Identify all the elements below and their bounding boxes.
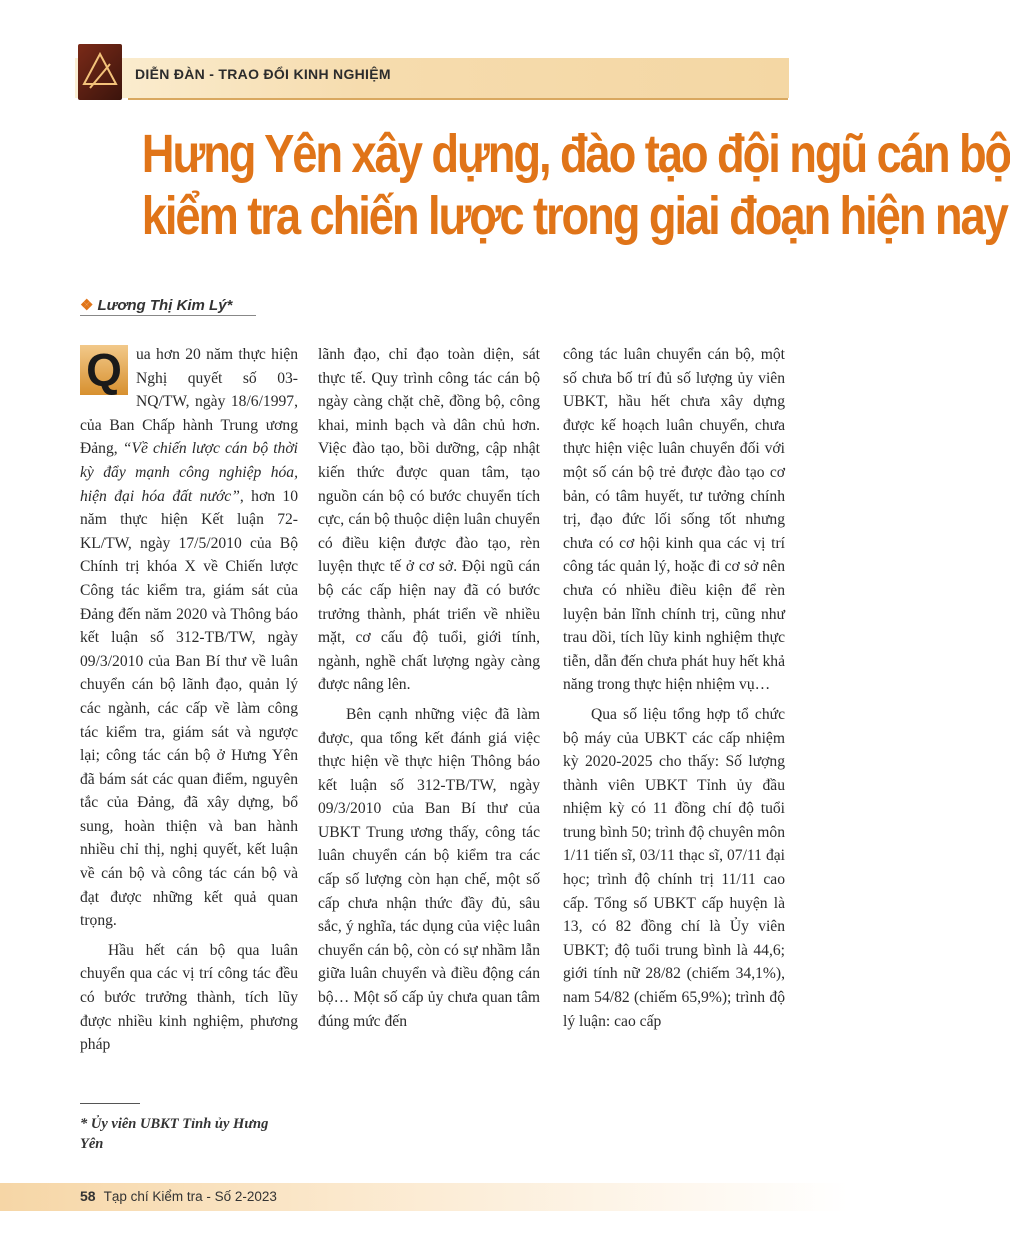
quoted-title: “Về chiến lược cán bộ thời kỳ đẩy mạnh công nghiệp hóa, hiện đại hóa đất nước”: [80, 440, 299, 505]
paragraph-text: ua hơn 20 năm thực hiện Nghị quyết số 03-NQ/TW, ngày 18/6/1997, của Ban Chấp hành Trung ương Đảng,: [80, 346, 298, 458]
article-column-3: [563, 343, 785, 1039]
magazine-logo-icon: [78, 44, 122, 100]
paragraph: công tác luân chuyển cán bộ, một số chưa bố trí đủ số lượng ủy viên UBKT, hầu hết chưa xây dựng được kế hoạch luân chuyển, chưa thực hiện việc luân chuyển đối với một số cán bộ trẻ được đào tạo cơ bản, có tâm huyết, tư tưởng chính trị, đạo đức lối sống tốt nhưng chưa có cơ hội kinh qua các vị trí công tác quản lý, hoặc đi cơ sở nên chưa có nhiều điều kiện để rèn luyện bản lĩnh chính trị, cũng như trau dồi, tích lũy kinh nghiệm thực tiễn, dẫn đến chưa phát huy hết khả năng trong thực hiện nhiệm vụ…: [563, 346, 785, 694]
section-label: DIỄN ĐÀN - TRAO ĐỔI KINH NGHIỆM: [135, 66, 391, 82]
author-footnote: * Ủy viên UBKT Tỉnh ủy Hưng Yên: [80, 1116, 269, 1152]
paragraph-text: , hơn 10 năm thực hiện Kết luận 72-KL/TW, ngày 17/5/2010 của Bộ Chính trị khóa X về Chiến lược Công tác kiểm tra, giám sát của Đảng đến năm 2020 và Thông báo kết luận số 312-TB/TW, ngày 09/3/2010 của Ban Bí thư về luân chuyển cán bộ lãnh đạo, quản lý các ngành, các cấp về làm công tác kiểm tra, giám sát và ngược lại; công tác cán bộ ở Hưng Yên đã bám sát các quan điểm, nguyên tắc của Đảng, đã xây dựng, bổ sung, hoàn thiện và ban hành nhiều chỉ thị, nghị quyết, kết luận về cán bộ và công tác cán bộ và đạt được những kết quả quan trọng.: [80, 487, 298, 930]
article-column-1: [80, 343, 298, 1063]
page-footer: [80, 1188, 277, 1204]
paragraph: Bên cạnh những việc đã làm được, qua tổng kết đánh giá việc thực hiện về thực hiện Thông báo kết luận số 312-TB/TW, ngày 09/3/2010 của Ban Bí thư của UBKT Trung ương thấy, công tác luân chuyển cán bộ kiểm tra các cấp số lượng còn hạn chế, một số cấp chưa nhận thức đầy đủ, sâu sắc, ý nghĩa, tác dụng của việc luân chuyển cán bộ, còn có sự nhầm lẫn giữa luân chuyển và điều động cán bộ… Một số cấp ủy chưa quan tâm đúng mức đến: [318, 705, 540, 1030]
journal-name: Tạp chí Kiểm tra - Số 2-2023: [103, 1189, 277, 1204]
footnote-divider: [80, 1103, 140, 1104]
title-line-1: Hưng Yên xây dựng, đào tạo đội ngũ cán bộ: [141, 124, 1010, 184]
paragraph: [80, 343, 298, 933]
page-number: 58: [80, 1188, 96, 1204]
article-column-2: [318, 343, 540, 1039]
author-underline: [80, 315, 256, 316]
header-divider: [128, 98, 788, 100]
diamond-bullet-icon: ❖: [80, 297, 94, 314]
title-line-2: kiểm tra chiến lược trong giai đoạn hiện nay: [141, 186, 1007, 246]
author-byline: [80, 296, 232, 314]
author-name: Lương Thị Kim Lý*: [97, 297, 233, 314]
article-title: [141, 123, 1010, 247]
paragraph: Hầu hết cán bộ qua luân chuyển qua các vị trí công tác đều có bước trưởng thành, tích lũy được nhiều kinh nghiệm, phương pháp: [80, 941, 298, 1054]
paragraph: Qua số liệu tổng hợp tổ chức bộ máy của UBKT các cấp nhiệm kỳ 2020-2025 cho thấy: Số lượng thành viên UBKT Tỉnh ủy đầu nhiệm kỳ có 11 đồng chí độ tuổi trung bình 50; trình độ chuyên môn 1/11 tiến sĩ, 03/11 thạc sĩ, 07/11 đại học; trình độ chính trị 11/11 cao cấp. Tổng số UBKT cấp huyện là 13, có 82 đồng chí là Ủy viên UBKT; độ tuổi trung bình là 44,6; giới tính nữ 28/82 (chiếm 34,1%), nam 54/82 (chiếm 65,9%); trình độ lý luận: cao cấp: [563, 705, 785, 1030]
drop-cap: Q: [80, 345, 128, 395]
paragraph: lãnh đạo, chỉ đạo toàn diện, sát thực tế. Quy trình công tác cán bộ ngày càng chặt chẽ, đồng bộ, công khai, minh bạch và dân chủ hơn. Việc đào tạo, bồi dưỡng, cập nhật kiến thức được quan tâm, tạo nguồn cán bộ có bước chuyển tích cực, cán bộ thuộc diện luân chuyển có điều kiện được đào tạo, rèn luyện thực tế ở cơ sở. Đội ngũ cán bộ các cấp hiện nay đã có bước trưởng thành, phát triển về nhiều mặt, cơ cấu độ tuổi, giới tính, ngành, nghề chất lượng ngày càng được nâng lên.: [318, 346, 540, 694]
